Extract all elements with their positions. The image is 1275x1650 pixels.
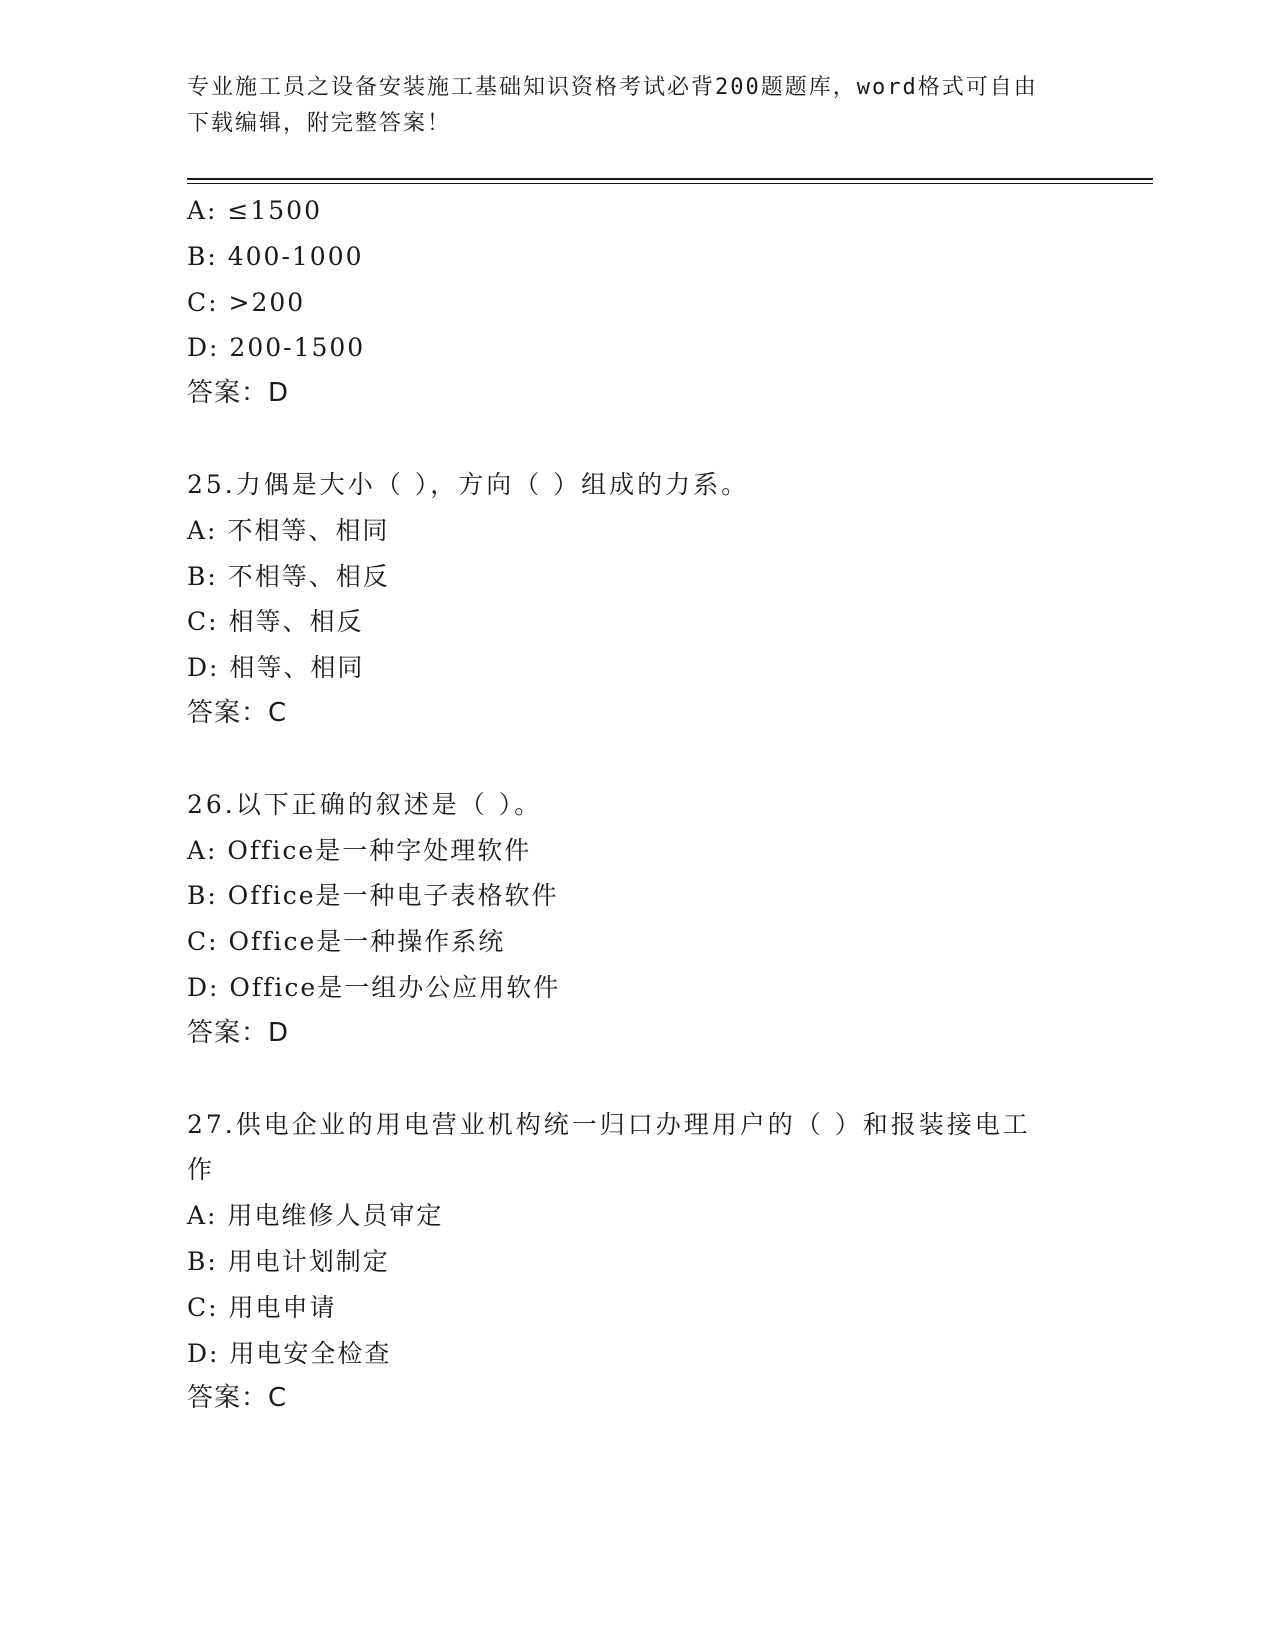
question-27 (187, 1102, 1087, 1423)
question-list (187, 188, 1087, 1422)
question-title: 26.以下正确的叙述是（ ）。 (187, 789, 543, 819)
question-24 (187, 188, 1087, 417)
option-c: C: Office是一种操作系统 (187, 927, 506, 957)
answer: 答案：C (187, 697, 288, 728)
question-25 (187, 462, 1087, 737)
option-c: C: 相等、相反 (187, 607, 364, 637)
header-rule-thin (187, 183, 1153, 184)
header-rule-thick (187, 178, 1153, 180)
question-26 (187, 782, 1087, 1057)
answer: 答案：D (187, 1017, 290, 1048)
option-c: C: 用电申请 (187, 1292, 337, 1322)
option-a: A: ≤1500 (187, 196, 322, 225)
header-line-2: 下载编辑，附完整答案！ (187, 111, 452, 136)
option-a: A: Office是一种字处理软件 (187, 835, 532, 865)
option-a: A: 不相等、相同 (187, 515, 390, 545)
question-title-line-2: 作 (187, 1155, 216, 1185)
option-d: D: 用电安全检查 (187, 1338, 392, 1368)
question-title-line-1: 27.供电企业的用电营业机构统一归口办理用户的（ ）和报装接电工 (187, 1109, 1031, 1139)
answer: 答案：C (187, 1383, 288, 1414)
answer: 答案：D (187, 378, 290, 409)
header-line-1: 专业施工员之设备安装施工基础知识资格考试必背200题题库，word格式可自由 (187, 75, 1038, 100)
option-d: D: 相等、相同 (187, 653, 365, 683)
option-a: A: 用电维修人员审定 (187, 1201, 444, 1231)
question-title: 25.力偶是大小（ ），方向（ ）组成的力系。 (187, 469, 750, 499)
option-b: B: 400-1000 (187, 241, 364, 271)
option-b: B: 用电计划制定 (187, 1246, 390, 1276)
option-d: D: 200-1500 (187, 333, 366, 363)
option-d: D: Office是一组办公应用软件 (187, 972, 561, 1002)
option-c: C: >200 (187, 287, 306, 317)
option-b: B: Office是一种电子表格软件 (187, 881, 559, 911)
document-header (187, 70, 1067, 142)
option-b: B: 不相等、相反 (187, 561, 390, 591)
